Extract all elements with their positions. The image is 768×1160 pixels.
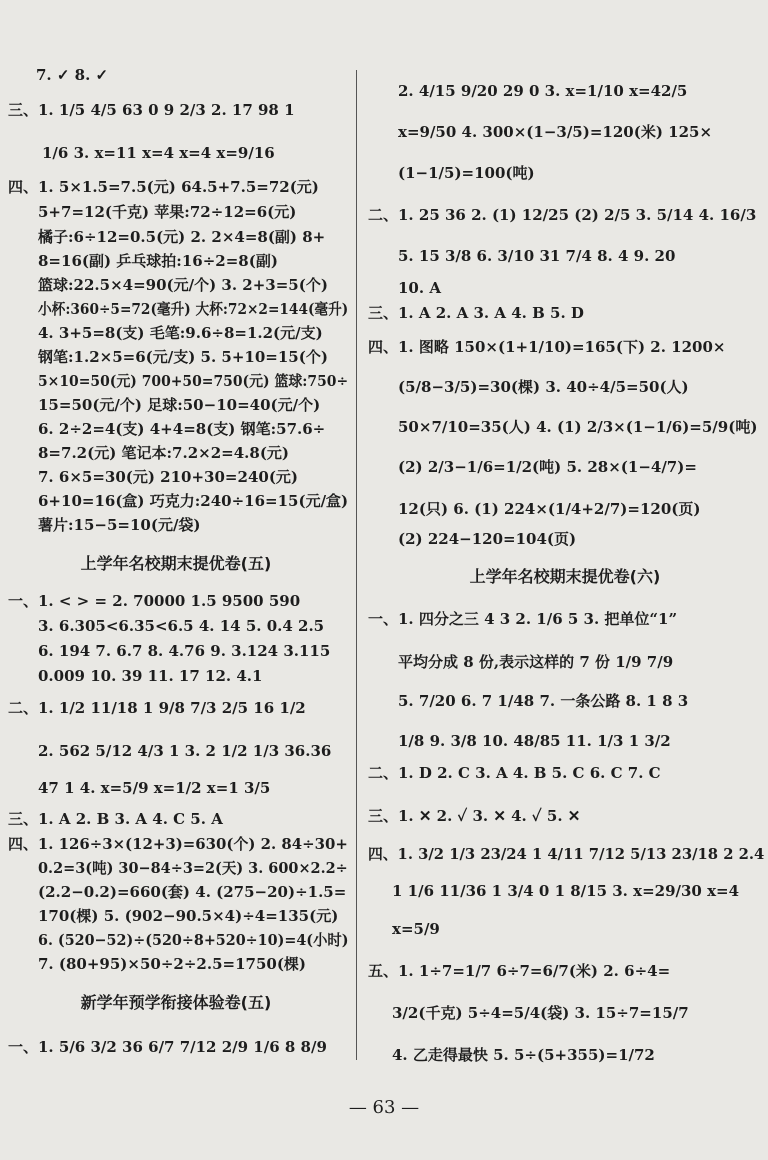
answer-line: 三、1. 1/5 4/5 63 0 9 2/3 2. 17 98 1 — [8, 101, 295, 119]
answer-line: 7. 6×5=30(元) 210+30=240(元) — [38, 468, 299, 486]
answer-line: 篮球:22.5×4=90(元/个) 3. 2+3=5(个) — [38, 276, 328, 294]
answer-line: 1 1/6 11/36 1 3/4 0 1 8/15 3. x=29/30 x=4 — [392, 882, 740, 900]
answer-line: 5+7=12(千克) 苹果:72÷12=6(元) — [38, 203, 297, 221]
answer-line: (2) 2/3−1/6=1/2(吨) 5. 28×(1−4/7)= — [398, 458, 697, 476]
answer-line: (5/8−3/5)=30(棵) 3. 40÷4/5=50(人) — [398, 378, 689, 396]
answer-line: 3/2(千克) 5÷4=5/4(袋) 3. 15÷7=15/7 — [392, 1004, 689, 1022]
answer-line: 0.2=3(吨) 30−84÷3=2(天) 3. 600×2.2÷ — [38, 859, 348, 877]
section-heading: 上学年名校期末提优卷(六) — [469, 567, 661, 586]
answer-line: 170(棵) 5. (902−90.5×4)÷4=135(元) — [38, 907, 339, 925]
answer-line: 8=7.2(元) 笔记本:7.2×2=4.8(元) — [38, 444, 290, 462]
answer-line: 二、1. D 2. C 3. A 4. B 5. C 6. C 7. C — [368, 764, 661, 782]
answer-line: 钢笔:1.2×5=6(元/支) 5. 5+10=15(个) — [38, 348, 328, 366]
answer-line: 3. 6.305<6.35<6.5 4. 14 5. 0.4 2.5 — [38, 617, 325, 635]
answer-line: 1/6 3. x=11 x=4 x=4 x=9/16 — [42, 144, 275, 162]
answer-line: 6+10=16(盒) 巧克力:240÷16=15(元/盒) — [38, 492, 349, 510]
answer-line: 4. 3+5=8(支) 毛笔:9.6÷8=1.2(元/支) — [38, 324, 323, 342]
answer-line: 薯片:15−5=10(元/袋) — [38, 516, 201, 534]
answer-line: 四、1. 3/2 1/3 23/24 1 4/11 7/12 5/13 23/18 2 2.4 — [368, 845, 765, 863]
answer-line: 6. 194 7. 6.7 8. 4.76 9. 3.124 3.115 — [38, 642, 331, 660]
answer-line: (2.2−0.2)=660(套) 4. (275−20)÷1.5= — [38, 883, 347, 901]
answer-line: 5. 7/20 6. 7 1/48 7. 一条公路 8. 1 8 3 — [398, 692, 689, 710]
column-divider — [356, 70, 357, 1060]
answer-line: 4. 乙走得最快 5. 5÷(5+355)=1/72 — [392, 1046, 655, 1064]
answer-line: 一、1. 5/6 3/2 36 6/7 7/12 2/9 1/6 8 8/9 — [8, 1038, 327, 1056]
answer-line: 6. (520−52)÷(520÷8+520÷10)=4(小时) — [38, 931, 349, 949]
answer-line: 三、1. ✕ 2. ✓ 3. ✕ 4. ✓ 5. ✕ — [368, 807, 581, 825]
answer-line: 50×7/10=35(人) 4. (1) 2/3×(1−1/6)=5/9(吨) — [398, 418, 758, 436]
answer-line: 47 1 4. x=5/9 x=1/2 x=1 3/5 — [38, 779, 271, 797]
answer-line: (2) 224−120=104(页) — [398, 530, 577, 548]
answer-line: 10. A — [398, 279, 441, 297]
answer-line: 三、1. A 2. B 3. A 4. C 5. A — [8, 810, 223, 828]
answer-line: 二、1. 25 36 2. (1) 12/25 (2) 2/5 3. 5/14 4. 16/3 — [368, 206, 757, 224]
answer-line: x=9/50 4. 300×(1−3/5)=120(米) 125× — [398, 123, 713, 141]
answer-line: 1/8 9. 3/8 10. 48/85 11. 1/3 1 3/2 — [398, 732, 671, 750]
answer-line: 一、1. < > = 2. 70000 1.5 9500 590 — [8, 592, 301, 610]
answer-line: 二、1. 1/2 11/18 1 9/8 7/3 2/5 16 1/2 — [8, 699, 306, 717]
answer-line: 5×10=50(元) 700+50=750(元) 篮球:750÷ — [38, 372, 349, 390]
answer-line: (1−1/5)=100(吨) — [398, 164, 535, 182]
answer-line: 一、1. 四分之三 4 3 2. 1/6 5 3. 把单位“1” — [368, 610, 678, 628]
answer-line: 7. (80+95)×50÷2÷2.5=1750(棵) — [38, 955, 307, 973]
answer-line: 7. ✓ 8. ✓ — [36, 66, 109, 84]
answer-line: 12(只) 6. (1) 224×(1/4+2/7)=120(页) — [398, 500, 701, 518]
answer-line: x=5/9 — [392, 920, 440, 938]
answer-line: 橘子:6÷12=0.5(元) 2. 2×4=8(副) 8+ — [38, 228, 326, 246]
answer-line: 5. 15 3/8 6. 3/10 31 7/4 8. 4 9. 20 — [398, 247, 676, 265]
answer-line: 6. 2÷2=4(支) 4+4=8(支) 钢笔:57.6÷ — [38, 420, 326, 438]
answer-line: 四、1. 5×1.5=7.5(元) 64.5+7.5=72(元) — [8, 178, 319, 196]
section-heading: 新学年预学衔接体验卷(五) — [80, 993, 272, 1012]
answer-line: 平均分成 8 份,表示这样的 7 份 1/9 7/9 — [398, 653, 674, 671]
answer-line: 四、1. 图略 150×(1+1/10)=165(下) 2. 1200× — [368, 338, 726, 356]
answer-line: 四、1. 126÷3×(12+3)=630(个) 2. 84÷30+ — [8, 835, 348, 853]
answer-line: 2. 562 5/12 4/3 1 3. 2 1/2 1/3 36.36 — [38, 742, 332, 760]
answer-line: 三、1. A 2. A 3. A 4. B 5. D — [368, 304, 584, 322]
page-number: — 63 — — [348, 1097, 420, 1118]
section-heading: 上学年名校期末提优卷(五) — [80, 554, 272, 573]
answer-line: 8=16(副) 乒乓球拍:16÷2=8(副) — [38, 252, 278, 270]
answer-line: 2. 4/15 9/20 29 0 3. x=1/10 x=42/5 — [398, 82, 688, 100]
answer-line: 0.009 10. 39 11. 17 12. 4.1 — [38, 667, 263, 685]
answer-line: 五、1. 1÷7=1/7 6÷7=6/7(米) 2. 6÷4= — [368, 962, 671, 980]
answer-line: 小杯:360÷5=72(毫升) 大杯:72×2=144(毫升) — [38, 300, 349, 318]
answer-line: 15=50(元/个) 足球:50−10=40(元/个) — [38, 396, 321, 414]
